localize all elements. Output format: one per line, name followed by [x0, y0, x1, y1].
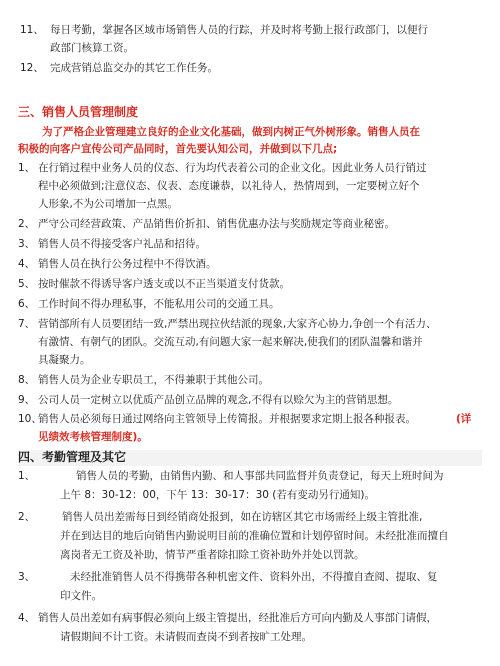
list-item-text: 有激情、有朝气的团队。交流互动,有问题大家一起来解决,使我们的团队温馨和谐并	[38, 336, 423, 348]
list-number: 9、	[18, 394, 36, 406]
list-item-text: 销售人员必须每日通过网络向主管领导上传简报。并根据要求定期上报各种报表。	[38, 413, 416, 425]
list-item-text: 销售人员出差需每日到经销商处报到，如在访辖区其它市场需经上级主管批准,	[62, 511, 423, 523]
list-item-text: 离岗者无工资及补助，情节严重者除扣除工资补助外并处以罚款。	[60, 549, 365, 561]
list-number: 3、	[18, 571, 36, 583]
list-item-text: 请假期间不计工资。未请假而查岗不到者按旷工处理。	[60, 631, 312, 643]
list-item-text: 政部门核算工资。	[50, 42, 134, 54]
list-number: 1、	[18, 470, 36, 482]
list-item-text: 销售人员不得接受客户礼品和招待。	[38, 238, 206, 250]
section-heading: 四、考勤管理及其它	[18, 450, 127, 464]
list-item-text: 在行销过程中业务人员的仪态、行为均代表着公司的企业文化。因此业务人员行销过	[38, 162, 427, 174]
list-number: 1、	[18, 162, 36, 174]
list-item-text: 每日考勤，掌握各区域市场销售人员的行踪，并及时将考勤上报行政部门，以便行	[50, 24, 428, 36]
list-item-text: 销售人员的考勤，由销售内勤、和人事部共同监督并负责登记，每天上班时间为	[76, 470, 444, 482]
list-number: 5、	[18, 278, 36, 290]
list-number: 4、	[18, 258, 36, 270]
intro-text: 积极的向客户宣传公司产品同时，首先要认知公司，并做到以下几点;	[18, 143, 338, 155]
list-number: 10、	[18, 413, 42, 425]
list-item-note: (详	[456, 413, 472, 425]
list-item-text: 人形象,不为公司增加一点黑。	[38, 198, 178, 210]
list-number: 4、	[18, 612, 36, 624]
list-number: 7、	[18, 318, 36, 330]
list-item-text: 严守公司经营政策、产品销售价折扣、销售优惠办法与奖励规定等商业秘密。	[38, 218, 395, 230]
list-item-text: 并在到达目的地后向销售内勤说明目前的准确位置和计划停留时间。未经批准而擅自	[60, 530, 449, 542]
list-number: 12、	[20, 62, 44, 74]
list-item-text: 上午 8：30-12：00，下午 13：30-17：30 (若有变动另行通知)。	[60, 489, 375, 501]
list-item-text: 工作时间不得办理私事，不能私用公司的交通工具。	[38, 298, 280, 310]
list-item-text: 印文件。	[60, 590, 102, 602]
list-item-text: 程中必须做到;注意仪态、仪表、态度谦恭，以礼待人，热情周到，一定要树立好个	[38, 180, 420, 192]
list-item-note: 见绩效考核管理制度)。	[38, 431, 148, 443]
list-number: 2、	[18, 218, 36, 230]
list-item-text: 公司人员一定树立以优质产品创立品牌的观念,不得有以赊欠为主的营销思想。	[38, 394, 399, 406]
list-item-text: 营销部所有人员要团结一致,严禁出现拉伙结派的现象,大家齐心协力,争创一个有活力、	[38, 318, 437, 330]
list-item-text: 按时催款不得诱导客户透支或以不正当渠道支付货款。	[38, 278, 290, 290]
list-number: 3、	[18, 238, 36, 250]
list-number: 2、	[18, 511, 36, 523]
list-number: 8、	[18, 374, 36, 386]
list-item-text: 销售人员在执行公务过程中不得饮酒。	[38, 258, 217, 270]
list-item-text: 销售人员为企业专职员工，不得兼职于其他公司。	[38, 374, 269, 386]
list-item-text: 未经批准销售人员不得携带各种机密文件、资料外出，不得擅自查阅、提取、复	[70, 571, 438, 583]
list-number: 11、	[20, 24, 44, 36]
section-heading: 三、销售人员管理制度	[18, 105, 139, 119]
list-number: 6、	[18, 298, 36, 310]
list-item-text: 销售人员出差如有病事假必须向上级主管提出，经批准后方可向内勤及人事部门请假，	[38, 612, 437, 624]
list-item-text: 具凝聚力。	[38, 354, 91, 366]
list-item-text: 完成营销总监交办的其它工作任务。	[50, 62, 218, 74]
intro-text: 为了严格企业管理建立良好的企业文化基础，做到内树正气外树形象。销售人员在	[42, 126, 420, 138]
